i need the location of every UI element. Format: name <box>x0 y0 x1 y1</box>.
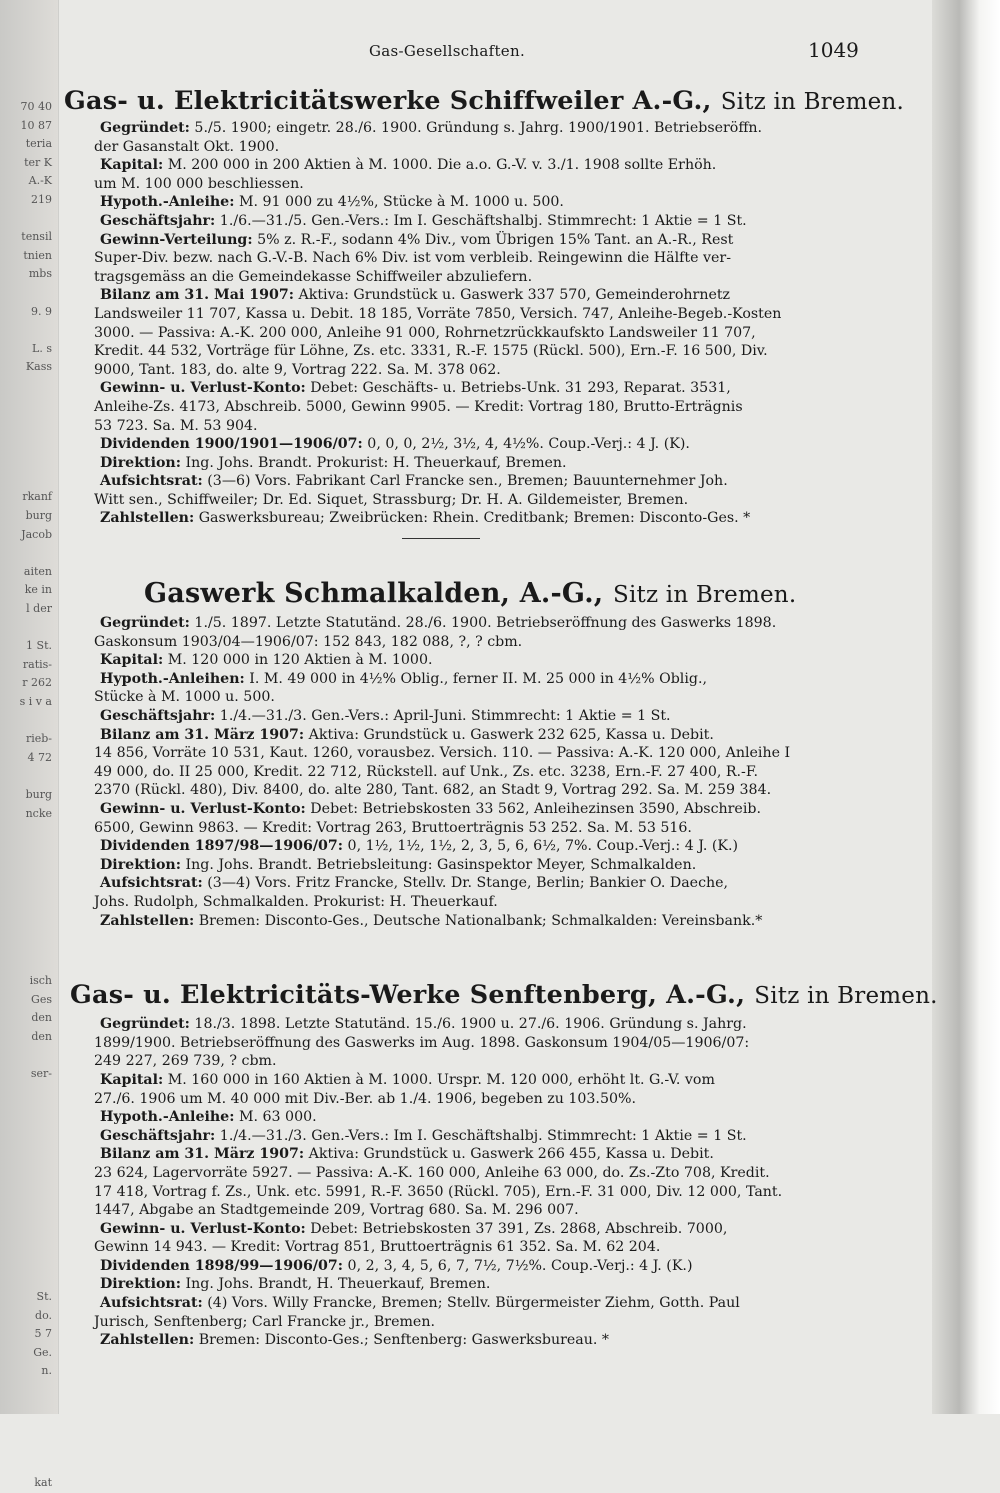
margin-fragment: 5 7 <box>34 1327 52 1341</box>
entry-key: Hypoth.-Anleihen: <box>100 670 245 687</box>
margin-fragment <box>0 916 56 935</box>
margin-fragment <box>0 1455 56 1474</box>
entry-line <box>64 819 864 838</box>
entry-text: Bremen: Disconto-Ges., Deutsche Nationalbank; Schmalkalden: Vereinsbank.* <box>194 912 763 929</box>
margin-fragment: Kass <box>25 360 52 374</box>
margin-fragment <box>0 898 56 917</box>
entry-key: Direktion: <box>100 454 181 471</box>
company-title <box>64 84 905 119</box>
entry-text: Gaswerksbureau; Zweibrücken: Rhein. Creditbank; Bremen: Disconto-Ges. * <box>194 510 751 527</box>
entry-text: M. 63 000. <box>234 1109 317 1126</box>
entry-text: 2370 (Rückl. 480), Div. 8400, do. alte 280, Tant. 682, an Stadt 9, Vortrag 292. Sa. M. 259 384. <box>94 782 772 799</box>
entry-key: Geschäftsjahr: <box>100 1127 216 1144</box>
entry-text: 249 227, 269 739, ? cbm. <box>94 1053 277 1070</box>
entry-line <box>64 707 864 726</box>
margin-fragment: do. <box>35 1308 52 1322</box>
entry-line <box>64 249 864 268</box>
entry-text: Ing. Johs. Brandt, H. Theuerkauf, Bremen. <box>180 1276 491 1293</box>
margin-fragment <box>0 1121 56 1140</box>
entry-key: Aufsichtsrat: <box>100 1295 203 1312</box>
margin-fragment: St. <box>36 1290 52 1303</box>
entry-text: M. 160 000 in 160 Aktien à M. 1000. Urspr. M. 120 000, erhöht lt. G.-V. vom <box>163 1071 715 1088</box>
entry-key: Gegründet: <box>100 615 190 632</box>
margin-fragment <box>0 953 56 972</box>
entry-line <box>64 1015 864 1034</box>
margin-fragment: rkanf <box>22 490 52 504</box>
entry-line <box>64 1127 864 1146</box>
entry-line <box>64 1164 864 1183</box>
entry-line <box>64 1108 864 1127</box>
margin-fragment: L. s <box>32 341 52 355</box>
margin-fragment <box>0 1251 56 1270</box>
entry-key: Kapital: <box>100 1071 164 1088</box>
company-seat: Sitz in Bremen. <box>720 89 905 115</box>
entry-line <box>64 1145 864 1164</box>
company-title <box>64 577 864 612</box>
margin-fragment: ser- <box>30 1066 52 1080</box>
entry-text: 1447, Abgabe an Stadtgemeinde 209, Vortrag 680. Sa. M. 296 007. <box>94 1202 579 1219</box>
entry-key: Aufsichtsrat: <box>100 875 203 892</box>
margin-fragment <box>0 470 56 489</box>
entry-text: Super-Div. bezw. nach G.-V.-B. Nach 6% Div. ist vom verbleib. Reingewinn die Hälfte ver- <box>94 250 731 267</box>
margin-fragment: A.-K <box>28 174 52 188</box>
company-name: Gaswerk Schmalkalden, A.-G., <box>144 578 604 610</box>
entry-text: 1./4.—31./3. Gen.-Vers.: Im I. Geschäftshalbj. Stimmrecht: 1 Aktie = 1 St. <box>215 1127 747 1144</box>
entry-text: 6500, Gewinn 9863. — Kredit: Vortrag 263, Bruttoerträgnis 53 252. Sa. M. 53 516. <box>94 819 692 836</box>
entry-key: Bilanz am 31. Mai 1907: <box>100 287 294 304</box>
margin-fragment <box>0 1083 56 1102</box>
margin-fragment <box>0 879 56 898</box>
entry-line <box>64 856 864 875</box>
entry-key: Zahlstellen: <box>100 510 195 527</box>
margin-fragment: aiten <box>23 564 52 578</box>
margin-fragment <box>0 433 56 452</box>
margin-fragment: 10 87 <box>20 118 52 132</box>
margin-fragment <box>0 284 56 303</box>
entry-text: Jurisch, Senftenberg; Carl Francke jr., Bremen. <box>94 1313 435 1330</box>
margin-fragment <box>0 414 56 433</box>
entry-key: Aufsichtsrat: <box>100 473 203 490</box>
entry-key: Dividenden 1900/1901—1906/07: <box>100 436 363 453</box>
entry-key: Gewinn- u. Verlust-Konto: <box>100 1220 306 1237</box>
margin-fragment: tensil <box>21 230 52 244</box>
entry-text: 1899/1900. Betriebseröffnung des Gaswerks im Aug. 1898. Gaskonsum 1904/05—1906/07: <box>94 1034 750 1051</box>
margin-fragment <box>0 321 56 340</box>
entry-line <box>64 744 864 763</box>
entry-key: Geschäftsjahr: <box>100 708 216 725</box>
entry-key: Geschäftsjahr: <box>100 212 216 229</box>
entry-line <box>64 379 864 398</box>
entry-line <box>64 874 864 893</box>
margin-fragment <box>0 377 56 396</box>
entry-line <box>64 435 864 454</box>
entry-line <box>64 1238 864 1257</box>
margin-fragment: r 262 <box>22 676 52 690</box>
entry-line <box>64 651 864 670</box>
scan-right-margin <box>932 0 1000 1414</box>
margin-fragment: ke in <box>24 583 52 597</box>
margin-fragment: Ges <box>31 992 52 1006</box>
entry-text: I. M. 49 000 in 4½% Oblig., ferner II. M. 25 000 in 4½% Oblig., <box>244 670 707 687</box>
margin-fragment <box>0 396 56 415</box>
document-page <box>64 34 938 1350</box>
margin-fragment: ratis- <box>22 657 52 671</box>
facing-page-fragments <box>0 98 56 1493</box>
margin-fragment: kat <box>34 1475 52 1489</box>
entry-line <box>64 1071 864 1090</box>
entry-line <box>64 726 864 745</box>
entry-text: 49 000, do. II 25 000, Kredit. 22 712, Rückstell. auf Unk., Zs. etc. 3238, Ern.-F. 27 400, R.-F. <box>94 763 758 780</box>
company-entry-schmalkalden <box>64 577 864 930</box>
margin-fragment <box>0 1214 56 1233</box>
margin-fragment: 70 40 <box>20 100 52 113</box>
entry-key: Gegründet: <box>100 120 190 136</box>
entry-key: Hypoth.-Anleihe: <box>100 194 235 211</box>
entry-line <box>64 454 864 473</box>
entry-line <box>64 781 864 800</box>
entry-text: 23 624, Lagervorräte 5927. — Passiva: A.-K. 160 000, Anleihe 63 000, do. Zs.-Zto 708, Kredit. <box>94 1164 770 1181</box>
entry-text: Aktiva: Grundstück u. Gaswerk 232 625, Kassa u. Debit. <box>304 726 714 743</box>
entry-text: 27./6. 1906 um M. 40 000 mit Div.-Ber. ab 1./4. 1906, begeben zu 103.50%. <box>94 1090 636 1107</box>
entry-line <box>64 417 864 436</box>
entry-line <box>64 1034 864 1053</box>
entry-line <box>64 268 864 287</box>
entry-line <box>64 491 864 510</box>
margin-fragment: burg <box>25 509 52 523</box>
entry-text: Ing. Johs. Brandt. Betriebsleitung: Gasinspektor Meyer, Schmalkalden. <box>180 856 697 873</box>
entry-lines <box>64 1015 864 1350</box>
margin-fragment: mbs <box>28 267 52 281</box>
entry-text: M. 120 000 in 120 Aktien à M. 1000. <box>163 652 433 669</box>
entry-line <box>64 305 864 324</box>
entry-line <box>64 763 864 782</box>
entry-lines <box>64 614 864 930</box>
entry-line <box>64 398 864 417</box>
entry-text: 0, 0, 0, 2½, 3½, 4, 4½%. Coup.-Verj.: 4 J. (K). <box>362 436 690 453</box>
margin-fragment <box>0 1195 56 1214</box>
entry-text: (3—4) Vors. Fritz Francke, Stellv. Dr. Stange, Berlin; Bankier O. Daeche, <box>202 875 729 892</box>
margin-fragment <box>0 619 56 638</box>
entry-text: Johs. Rudolph, Schmalkalden. Prokurist: H. Theuerkauf. <box>94 893 498 910</box>
company-name: Gas- u. Elektricitätswerke Schiffweiler A.-G., <box>64 86 712 116</box>
entry-key: Direktion: <box>100 856 181 873</box>
entry-line <box>64 175 864 194</box>
entry-line <box>64 912 864 931</box>
entry-text: M. 200 000 in 200 Aktien à M. 1000. Die a.o. G.-V. v. 3./1. 1908 sollte Erhöh. <box>163 157 717 174</box>
entry-line <box>64 342 864 361</box>
entry-text: 5./5. 1900; eingetr. 28./6. 1900. Gründung s. Jahrg. 1900/1901. Betriebseröffn. <box>189 120 763 136</box>
margin-fragment: s i v a <box>19 695 52 708</box>
entry-line <box>64 800 864 819</box>
margin-fragment <box>0 1381 56 1400</box>
margin-fragment <box>0 1176 56 1195</box>
company-seat: Sitz in Bremen. <box>613 582 797 609</box>
entry-text: um M. 100 000 beschliessen. <box>94 175 304 192</box>
margin-fragment <box>0 935 56 954</box>
entry-key: Gewinn-Verteilung: <box>100 231 253 248</box>
entry-text: 5% z. R.-F., sodann 4% Div., vom Übrigen 15% Tant. an A.-R., Rest <box>252 231 734 248</box>
entry-text: (3—6) Vors. Fabrikant Carl Francke sen., Bremen; Bauunternehmer Joh. <box>202 473 728 490</box>
entry-text: Debet: Betriebskosten 33 562, Anleihezinsen 3590, Abschreib. <box>305 801 761 817</box>
entry-text: Gaskonsum 1903/04—1906/07: 152 843, 182 088, ?, ? cbm. <box>94 633 523 650</box>
entry-line <box>64 1090 864 1109</box>
margin-fragment <box>0 842 56 861</box>
entry-line <box>64 1331 864 1350</box>
margin-fragment <box>0 1158 56 1177</box>
entry-text: Kredit. 44 532, Vorträge für Löhne, Zs. etc. 3331, R.-F. 1575 (Rückl. 500), Ern.-F. 16 500, Div. <box>94 343 768 360</box>
margin-fragment: 9. 9 <box>31 304 52 318</box>
entry-line <box>64 156 864 175</box>
margin-fragment: teria <box>25 137 52 151</box>
margin-fragment: 219 <box>31 192 52 206</box>
entry-line <box>64 633 864 652</box>
entry-text: Anleihe-Zs. 4173, Abschreib. 5000, Gewinn 9905. — Kredit: Vortrag 180, Brutto-Erträgnis <box>94 398 743 415</box>
entry-text: 14 856, Vorräte 10 531, Kaut. 1260, vorausbez. Versich. 110. — Passiva: A.-K. 120 000, Anleihe I <box>94 745 791 762</box>
margin-fragment: Ge. <box>33 1345 52 1359</box>
running-title: Gas-Gesellschaften. <box>369 42 526 60</box>
entry-text: 0, 1½, 1½, 1½, 2, 3, 5, 6, 6½, 7%. Coup.-Verj.: 4 J. (K.) <box>343 838 739 855</box>
margin-fragment <box>0 544 56 563</box>
margin-fragment <box>0 1102 56 1121</box>
entry-text: 18./3. 1898. Letzte Statutänd. 15./6. 1900 u. 27./6. 1906. Gründung s. Jahrg. <box>189 1016 747 1033</box>
margin-fragment <box>0 1418 56 1437</box>
entry-text: (4) Vors. Willy Francke, Bremen; Stellv. Bürgermeister Ziehm, Gotth. Paul <box>202 1295 740 1312</box>
running-head <box>64 34 864 66</box>
entry-text: Debet: Betriebskosten 37 391, Zs. 2868, Abschreib. 7000, <box>305 1220 728 1237</box>
company-name: Gas- u. Elektricitäts-Werke Senftenberg, A.-G., <box>70 980 746 1011</box>
entry-text: der Gasanstalt Okt. 1900. <box>94 138 280 155</box>
entry-text: 17 418, Vortrag f. Zs., Unk. etc. 5991, R.-F. 3650 (Rückl. 705), Ern.-F. 31 000, Div. 12 000, Tant. <box>94 1183 783 1200</box>
entry-key: Zahlstellen: <box>100 1332 195 1349</box>
entry-text: Aktiva: Grundstück u. Gaswerk 337 570, Gemeinderohrnetz <box>294 287 731 304</box>
entry-line <box>64 1183 864 1202</box>
margin-fragment <box>0 210 56 229</box>
margin-fragment <box>0 1139 56 1158</box>
margin-fragment: burg <box>25 787 52 801</box>
company-entry-senftenberg <box>64 978 938 1350</box>
entry-key: Kapital: <box>100 157 164 174</box>
margin-fragment: ter K <box>24 155 52 169</box>
entry-line <box>64 472 864 491</box>
margin-fragment: n. <box>41 1364 52 1378</box>
entry-text: Witt sen., Schiffweiler; Dr. Ed. Siquet, Strassburg; Dr. H. A. Gildemeister, Bremen. <box>94 491 689 508</box>
entry-line <box>64 361 864 380</box>
entry-text: 0, 2, 3, 4, 5, 6, 7, 7½, 7½%. Coup.-Verj.: 4 J. (K.) <box>343 1257 693 1274</box>
entry-text: tragsgemäss an die Gemeindekasse Schiffweiler abzuliefern. <box>94 268 533 285</box>
entry-line <box>64 231 864 250</box>
company-title <box>64 978 938 1013</box>
entry-text: 1./6.—31./5. Gen.-Vers.: Im I. Geschäftshalbj. Stimmrecht: 1 Aktie = 1 St. <box>215 212 747 229</box>
entry-key: Zahlstellen: <box>100 912 195 929</box>
entry-line <box>64 614 864 633</box>
entry-line <box>64 1294 864 1313</box>
margin-fragment <box>0 860 56 879</box>
margin-fragment: Jacob <box>21 527 52 541</box>
entry-key: Hypoth.-Anleihe: <box>100 1109 235 1126</box>
entry-line <box>64 138 864 157</box>
entry-key: Dividenden 1897/98—1906/07: <box>100 838 344 855</box>
entry-text: 1./5. 1897. Letzte Statutänd. 28./6. 1900. Betriebseröffnung des Gaswerks 1898. <box>189 615 777 632</box>
company-entry-schiffweiler <box>64 84 905 539</box>
entry-text: 9000, Tant. 183, do. alte 9, Vortrag 222. Sa. M. 378 062. <box>94 361 501 378</box>
entry-line <box>64 1220 864 1239</box>
entry-line <box>64 670 864 689</box>
entry-line <box>64 212 864 231</box>
entry-line <box>64 1313 864 1332</box>
entry-line <box>64 837 864 856</box>
entry-text: M. 91 000 zu 4½%, Stücke à M. 1000 u. 500. <box>234 194 564 211</box>
entry-text: Landsweiler 11 707, Kassa u. Debit. 18 185, Vorräte 7850, Versich. 747, Anleihe-Begeb.-Kosten <box>94 305 782 322</box>
entry-text: Debet: Geschäfts- u. Betriebs-Unk. 31 293, Reparat. 3531, <box>305 380 731 397</box>
page-number: 1049 <box>808 38 859 62</box>
entry-line <box>64 119 864 138</box>
margin-fragment <box>0 451 56 470</box>
entry-key: Dividenden 1898/99—1906/07: <box>100 1257 344 1274</box>
company-seat: Sitz in Bremen. <box>754 983 938 1010</box>
entry-line <box>64 324 864 343</box>
entry-text: Aktiva: Grundstück u. Gaswerk 266 455, Kassa u. Debit. <box>304 1146 714 1163</box>
margin-fragment <box>0 1046 56 1065</box>
entry-line <box>64 1275 864 1294</box>
margin-fragment: ncke <box>25 806 52 820</box>
entry-key: Gewinn- u. Verlust-Konto: <box>100 380 306 397</box>
margin-fragment: den <box>31 1011 52 1025</box>
margin-fragment <box>0 1232 56 1251</box>
entry-line <box>64 1257 864 1276</box>
entry-text: 53 723. Sa. M. 53 904. <box>94 417 258 434</box>
entry-text: Bremen: Disconto-Ges.; Senftenberg: Gaswerksbureau. * <box>194 1332 609 1349</box>
margin-fragment: den <box>31 1029 52 1043</box>
entry-key: Gewinn- u. Verlust-Konto: <box>100 801 306 817</box>
margin-fragment <box>0 1437 56 1456</box>
margin-fragment: 1 St. <box>26 639 52 653</box>
section-divider <box>402 538 480 539</box>
entry-line <box>64 509 864 528</box>
margin-fragment: l der <box>26 602 52 616</box>
margin-fragment <box>0 767 56 786</box>
entry-text: 1./4.—31./3. Gen.-Vers.: April-Juni. Stimmrecht: 1 Aktie = 1 St. <box>215 708 671 725</box>
entry-key: Bilanz am 31. März 1907: <box>100 726 305 743</box>
margin-fragment: isch <box>29 973 52 987</box>
entry-key: Kapital: <box>100 652 164 669</box>
entry-text: Gewinn 14 943. — Kredit: Vortrag 851, Bruttoerträgnis 61 352. Sa. M. 62 204. <box>94 1239 661 1256</box>
entry-line <box>64 688 864 707</box>
entry-key: Direktion: <box>100 1276 181 1293</box>
entry-text: Stücke à M. 1000 u. 500. <box>94 689 275 706</box>
entry-line <box>64 193 864 212</box>
margin-fragment <box>0 823 56 842</box>
entry-lines <box>64 119 864 528</box>
entry-line <box>64 893 864 912</box>
entry-text: 3000. — Passiva: A.-K. 200 000, Anleihe 91 000, Rohrnetzrückkaufskto Landsweiler 11 707, <box>94 324 756 341</box>
entry-line <box>64 1052 864 1071</box>
entry-line <box>64 286 864 305</box>
margin-fragment: rieb- <box>25 732 52 746</box>
entry-text: Ing. Johs. Brandt. Prokurist: H. Theuerkauf, Bremen. <box>180 454 567 471</box>
entry-key: Gegründet: <box>100 1016 190 1033</box>
margin-fragment <box>0 712 56 731</box>
entry-key: Bilanz am 31. März 1907: <box>100 1146 305 1163</box>
margin-fragment: 4 72 <box>27 750 52 764</box>
margin-fragment <box>0 1400 56 1419</box>
entry-line <box>64 1201 864 1220</box>
margin-fragment <box>0 1269 56 1288</box>
margin-fragment: tnien <box>23 248 52 262</box>
